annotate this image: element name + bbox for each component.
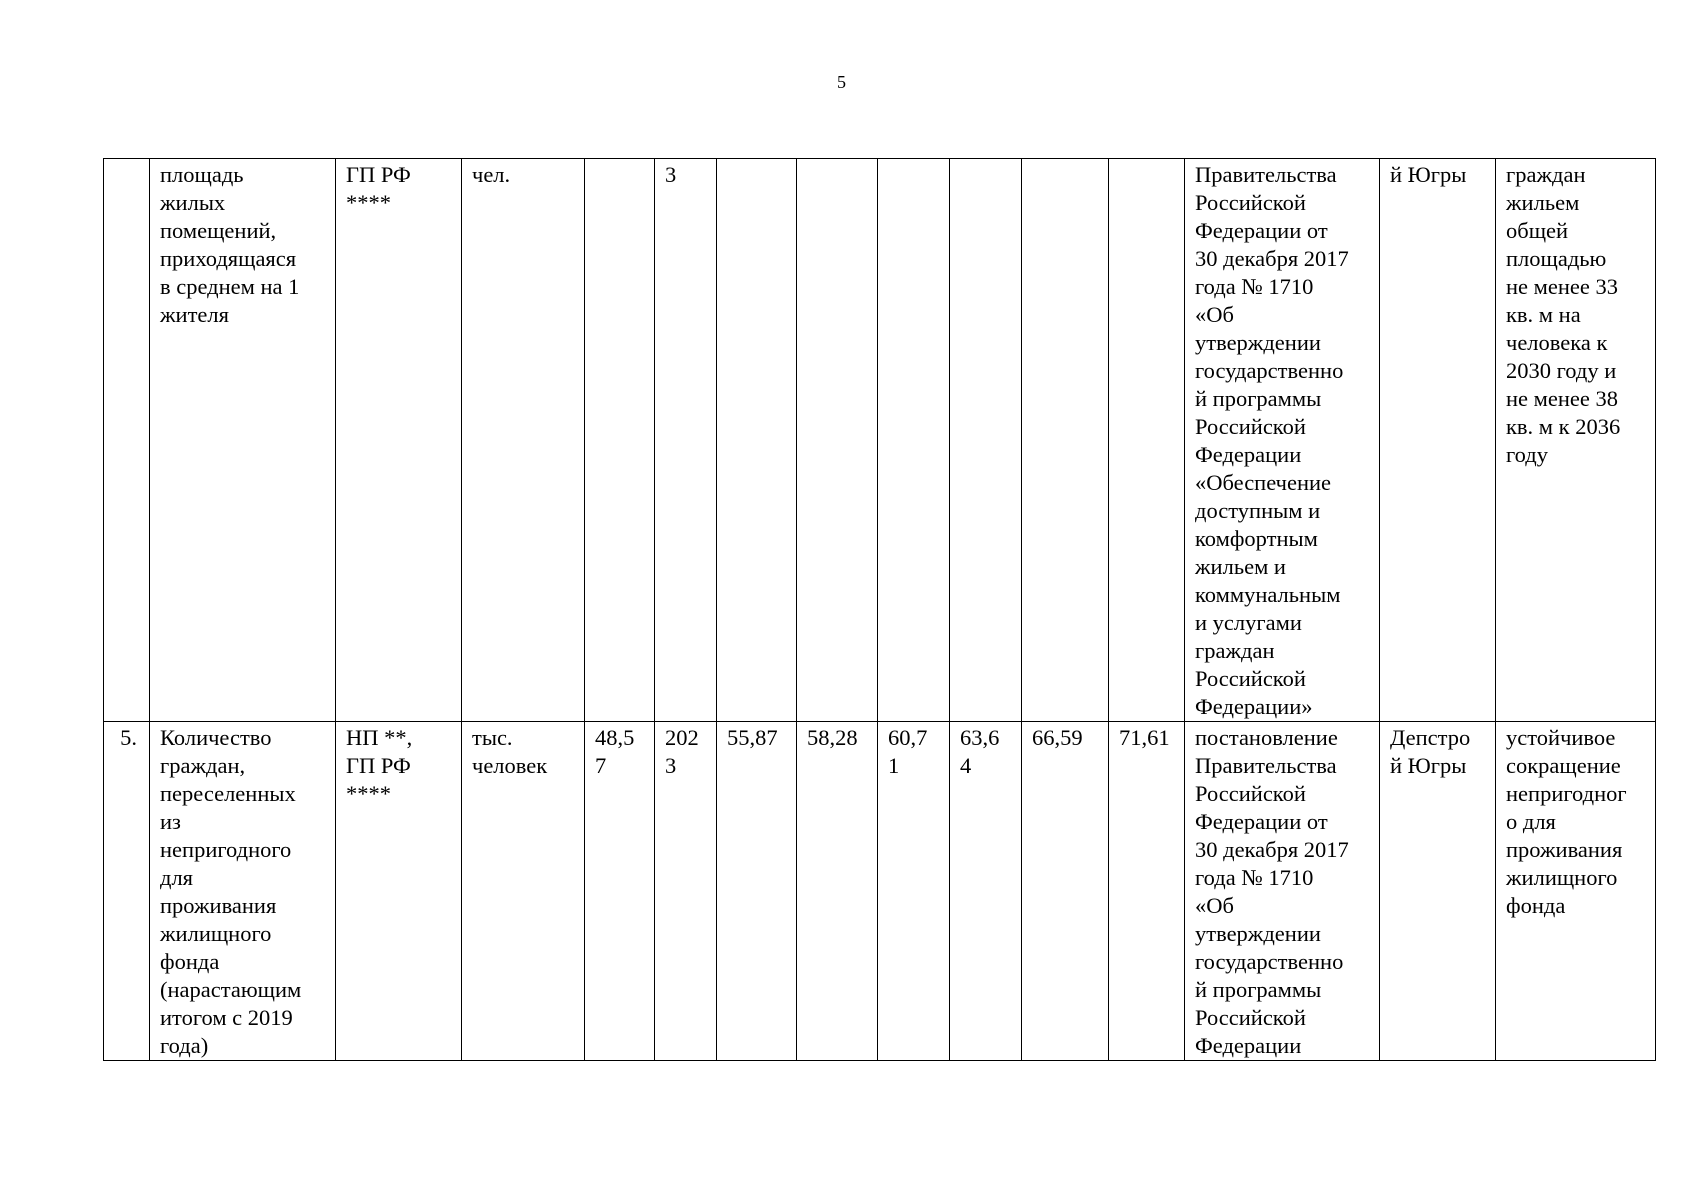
unit-of-measure: чел. bbox=[462, 159, 585, 722]
legal-document: Правительства Российской Федерации от 30 декабря 2017 года № 1710 «Об утверждении государственно й программы Российской Федерации «Обеспечение доступным и комфортным жильем и коммунальным и услугами граждан Российской Федерации» bbox=[1185, 159, 1380, 722]
indicator-level: ГП РФ **** bbox=[336, 159, 462, 722]
base-year: 3 bbox=[655, 159, 717, 722]
base-value: 48,5 7 bbox=[585, 722, 655, 1061]
base-value bbox=[585, 159, 655, 722]
value-cell: 66,59 bbox=[1022, 722, 1109, 1061]
expected-result: граждан жильем общей площадью не менее 33 кв. м на человека к 2030 году и не менее 38 кв. м к 2036 году bbox=[1496, 159, 1656, 722]
base-year: 202 3 bbox=[655, 722, 717, 1061]
value-cell: 63,6 4 bbox=[950, 722, 1022, 1061]
unit-of-measure: тыс. человек bbox=[462, 722, 585, 1061]
table-row bbox=[104, 722, 1656, 1061]
indicator-name: площадь жилых помещений, приходящаяся в среднем на 1 жителя bbox=[150, 159, 336, 722]
row-number: 5. bbox=[104, 722, 150, 1061]
row-number bbox=[104, 159, 150, 722]
value-cell bbox=[717, 159, 797, 722]
value-cell bbox=[797, 159, 878, 722]
value-cell bbox=[1109, 159, 1185, 722]
legal-document: постановление Правительства Российской Федерации от 30 декабря 2017 года № 1710 «Об утверждении государственно й программы Российской Федерации bbox=[1185, 722, 1380, 1061]
value-cell bbox=[878, 159, 950, 722]
indicators-table bbox=[103, 158, 1656, 1061]
table-row bbox=[104, 159, 1656, 722]
value-cell bbox=[1022, 159, 1109, 722]
expected-result: устойчивое сокращение непригодног о для проживания жилищного фонда bbox=[1496, 722, 1656, 1061]
indicator-level: НП **, ГП РФ **** bbox=[336, 722, 462, 1061]
value-cell: 58,28 bbox=[797, 722, 878, 1061]
indicator-name: Количество граждан, переселенных из непригодного для проживания жилищного фонда (нарастающим итогом с 2019 года) bbox=[150, 722, 336, 1061]
value-cell: 55,87 bbox=[717, 722, 797, 1061]
value-cell: 71,61 bbox=[1109, 722, 1185, 1061]
responsible-body: й Югры bbox=[1380, 159, 1496, 722]
value-cell bbox=[950, 159, 1022, 722]
page-number: 5 bbox=[837, 72, 846, 92]
responsible-body: Депстро й Югры bbox=[1380, 722, 1496, 1061]
value-cell: 60,7 1 bbox=[878, 722, 950, 1061]
